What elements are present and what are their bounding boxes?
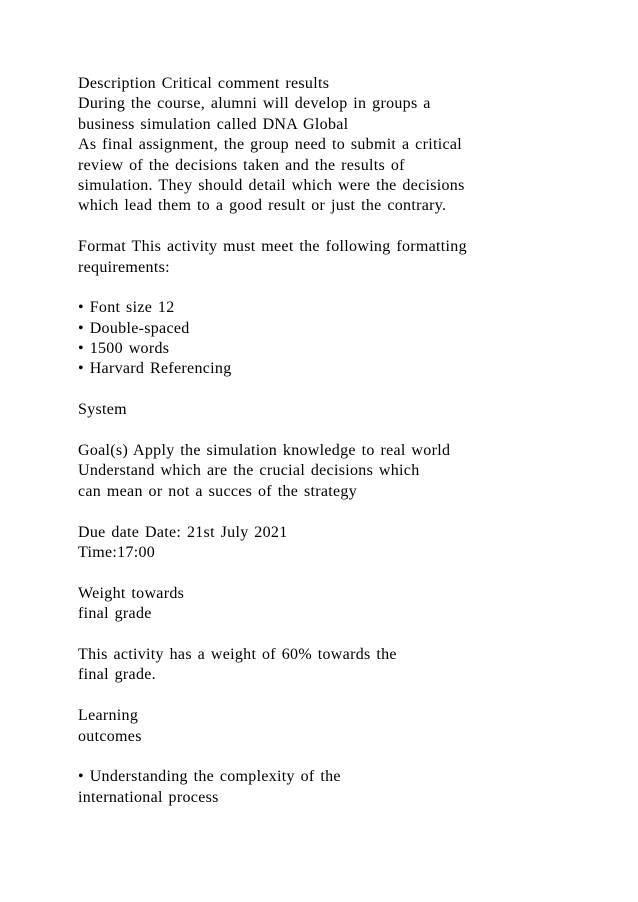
learning-heading: Learning bbox=[78, 707, 139, 725]
description-line: business simulation called DNA Global bbox=[78, 115, 349, 133]
format-line: Format This activity must meet the following formatting bbox=[78, 238, 467, 256]
description-line: As final assignment, the group need to submit a critical bbox=[78, 136, 462, 154]
blank-line bbox=[78, 563, 618, 583]
format-bullet: • Double-spaced bbox=[78, 319, 190, 337]
weight-heading: Weight towards bbox=[78, 584, 185, 602]
blank-line bbox=[78, 421, 618, 441]
blank-line bbox=[78, 380, 618, 400]
weight-heading: final grade bbox=[78, 605, 152, 623]
blank-line bbox=[78, 502, 618, 522]
system-section bbox=[78, 400, 618, 420]
goals-line: can mean or not a succes of the strategy bbox=[78, 482, 358, 500]
description-line: review of the decisions taken and the results of bbox=[78, 156, 405, 174]
description-section bbox=[78, 74, 618, 217]
learning-heading: outcomes bbox=[78, 727, 142, 745]
weight-body: This activity has a weight of 60% towards the bbox=[78, 645, 397, 663]
description-line: Description Critical comment results bbox=[78, 75, 330, 92]
due-time-line: Time:17:00 bbox=[78, 543, 156, 561]
document-page bbox=[78, 74, 618, 808]
learning-outcomes-section bbox=[78, 706, 618, 808]
description-line: which lead them to a good result or just the contrary. bbox=[78, 197, 447, 215]
system-label: System bbox=[78, 401, 127, 419]
format-section bbox=[78, 237, 618, 380]
blank-line bbox=[78, 625, 618, 645]
goals-line: Understand which are the crucial decisions which bbox=[78, 462, 420, 480]
learning-bullet: • Understanding the complexity of the bbox=[78, 768, 341, 786]
learning-bullet: international process bbox=[78, 788, 219, 806]
format-bullet: • 1500 words bbox=[78, 340, 170, 358]
due-date-line: Due date Date: 21st July 2021 bbox=[78, 523, 288, 541]
blank-line bbox=[78, 686, 618, 706]
goals-section bbox=[78, 441, 618, 502]
blank-line bbox=[78, 747, 618, 767]
format-line: requirements: bbox=[78, 258, 170, 276]
due-date-section bbox=[78, 523, 618, 564]
blank-line bbox=[78, 278, 618, 298]
weight-body: final grade. bbox=[78, 666, 156, 684]
format-bullet: • Font size 12 bbox=[78, 299, 175, 317]
weight-section bbox=[78, 584, 618, 686]
blank-line bbox=[78, 217, 618, 237]
description-line: simulation. They should detail which were the decisions bbox=[78, 176, 465, 194]
format-bullet: • Harvard Referencing bbox=[78, 360, 232, 378]
description-line: During the course, alumni will develop in groups a bbox=[78, 95, 431, 113]
goals-line: Goal(s) Apply the simulation knowledge to real world bbox=[78, 442, 451, 460]
